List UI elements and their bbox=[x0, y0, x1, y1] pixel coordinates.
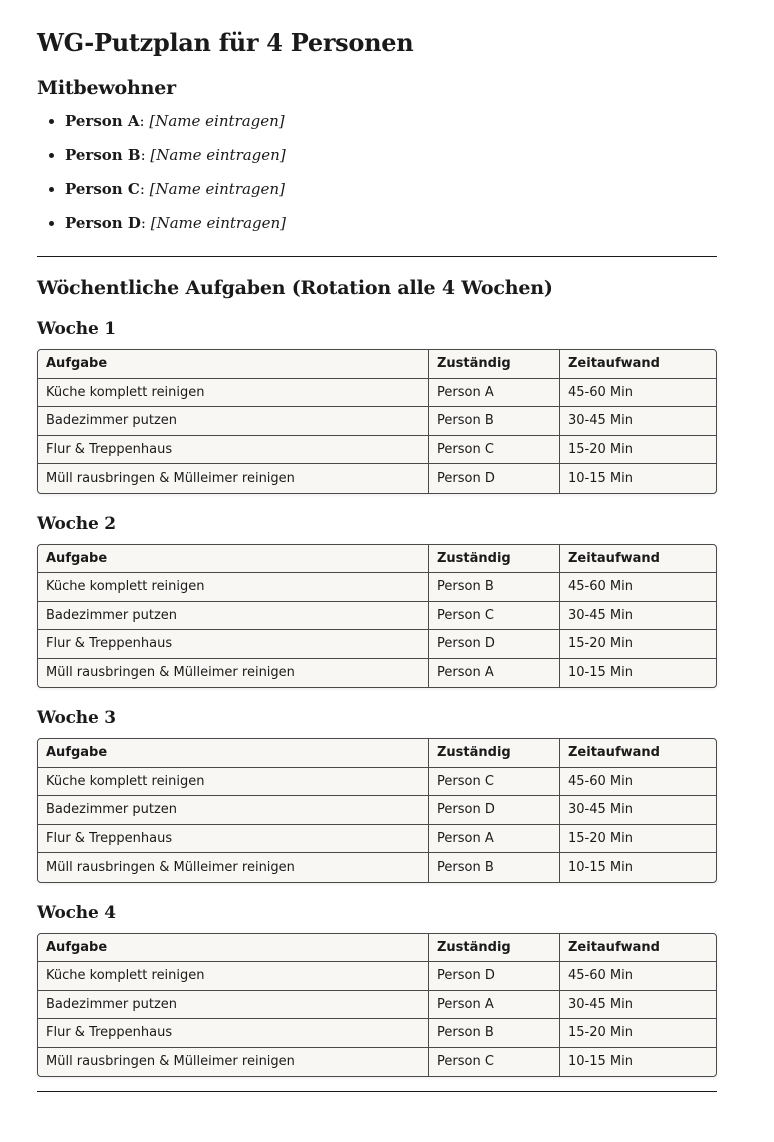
duration-cell: 30-45 Min bbox=[559, 407, 716, 436]
duration-cell: 15-20 Min bbox=[559, 436, 716, 465]
assignee-cell: Person C bbox=[428, 436, 559, 465]
column-header: Zuständig bbox=[428, 934, 559, 963]
assignee-cell: Person B bbox=[428, 573, 559, 602]
duration-cell: 30-45 Min bbox=[559, 602, 716, 631]
table-row bbox=[38, 659, 716, 688]
task-cell: Flur & Treppenhaus bbox=[38, 436, 428, 465]
list-item: • Person A: [Name eintragen] bbox=[65, 109, 717, 143]
assignee-cell: Person D bbox=[428, 962, 559, 991]
table-row bbox=[38, 464, 716, 493]
task-cell: Küche komplett reinigen bbox=[38, 768, 428, 797]
assignee-cell: Person D bbox=[428, 464, 559, 493]
duration-cell: 10-15 Min bbox=[559, 464, 716, 493]
column-header: Zeitaufwand bbox=[559, 934, 716, 963]
column-header: Zuständig bbox=[428, 739, 559, 768]
schedule-table bbox=[37, 544, 717, 689]
column-header: Zeitaufwand bbox=[559, 739, 716, 768]
table-header-row bbox=[38, 545, 716, 574]
task-cell: Küche komplett reinigen bbox=[38, 962, 428, 991]
person-label: Person A bbox=[65, 112, 140, 130]
week-section bbox=[37, 319, 717, 494]
table-row bbox=[38, 1048, 716, 1077]
table-row bbox=[38, 379, 716, 408]
person-label: Person D bbox=[65, 214, 141, 232]
column-header: Aufgabe bbox=[38, 934, 428, 963]
column-header: Aufgabe bbox=[38, 545, 428, 574]
table-row bbox=[38, 991, 716, 1020]
assignee-cell: Person A bbox=[428, 659, 559, 688]
duration-cell: 30-45 Min bbox=[559, 991, 716, 1020]
schedule-table bbox=[37, 933, 717, 1078]
task-cell: Müll rausbringen & Mülleimer reinigen bbox=[46, 665, 295, 681]
person-label: Person C bbox=[65, 180, 140, 198]
duration-cell: 15-20 Min bbox=[559, 1019, 716, 1048]
task-cell: Badezimmer putzen bbox=[38, 407, 428, 436]
schedule-table bbox=[37, 738, 717, 883]
column-header: Zeitaufwand bbox=[559, 545, 716, 574]
assignee-cell: Person B bbox=[428, 1019, 559, 1048]
table-row bbox=[38, 602, 716, 631]
duration-cell: 10-15 Min bbox=[559, 853, 716, 882]
duration-cell: 10-15 Min bbox=[559, 659, 716, 688]
table-row bbox=[38, 573, 716, 602]
week-title: Woche 3 bbox=[37, 708, 116, 728]
week-title: Woche 4 bbox=[37, 902, 116, 923]
assignee-cell: Person A bbox=[428, 379, 559, 408]
column-header: Zuständig bbox=[428, 545, 559, 574]
task-cell: Flur & Treppenhaus bbox=[38, 825, 428, 854]
name-placeholder: [Name eintragen] bbox=[150, 214, 287, 232]
week-section bbox=[37, 708, 717, 883]
assignee-cell: Person A bbox=[428, 991, 559, 1020]
week-section bbox=[37, 514, 717, 689]
table-row bbox=[38, 1019, 716, 1048]
list-item: • Person C: [Name eintragen] bbox=[65, 177, 717, 211]
table-row bbox=[38, 768, 716, 797]
assignee-cell: Person D bbox=[428, 630, 559, 659]
table-row bbox=[38, 796, 716, 825]
task-cell: Küche komplett reinigen bbox=[38, 573, 428, 602]
table-row bbox=[38, 962, 716, 991]
week-title: Woche 1 bbox=[37, 319, 116, 339]
duration-cell: 45-60 Min bbox=[559, 962, 716, 991]
roommates-list bbox=[37, 109, 717, 245]
table-header-row bbox=[38, 934, 716, 963]
duration-cell: 15-20 Min bbox=[559, 825, 716, 854]
week-title: Woche 2 bbox=[37, 513, 116, 534]
duration-cell: 30-45 Min bbox=[559, 796, 716, 825]
duration-cell: 45-60 Min bbox=[559, 768, 716, 797]
task-cell: Müll rausbringen & Mülleimer reinigen bbox=[46, 859, 295, 875]
divider bbox=[37, 256, 717, 257]
duration-cell: 45-60 Min bbox=[559, 573, 716, 602]
table-row bbox=[38, 853, 716, 882]
table-row bbox=[38, 407, 716, 436]
table-row bbox=[38, 436, 716, 465]
column-header: Zeitaufwand bbox=[559, 350, 716, 379]
task-cell: Müll rausbringen & Mülleimer reinigen bbox=[46, 470, 295, 486]
column-header: Aufgabe bbox=[38, 739, 428, 768]
assignee-cell: Person C bbox=[428, 768, 559, 797]
duration-cell: 10-15 Min bbox=[559, 1048, 716, 1077]
assignee-cell: Person B bbox=[428, 853, 559, 882]
assignee-cell: Person C bbox=[428, 1048, 559, 1077]
page-title: WG-Putzplan für 4 Personen bbox=[37, 28, 414, 57]
table-header-row bbox=[38, 350, 716, 379]
task-cell: Badezimmer putzen bbox=[38, 796, 428, 825]
name-placeholder: [Name eintragen] bbox=[149, 112, 285, 130]
list-item: • Person D: [Name eintragen] bbox=[65, 211, 717, 245]
assignee-cell: Person A bbox=[428, 825, 559, 854]
list-item: • Person B: [Name eintragen] bbox=[65, 143, 717, 177]
week-section bbox=[37, 903, 717, 1078]
table-row bbox=[38, 825, 716, 854]
schedule-heading: Wöchentliche Aufgaben (Rotation alle 4 Wochen) bbox=[37, 277, 553, 299]
task-cell: Flur & Treppenhaus bbox=[38, 1019, 428, 1048]
divider bbox=[37, 1091, 717, 1092]
assignee-cell: Person C bbox=[428, 602, 559, 631]
table-header-row bbox=[38, 739, 716, 768]
name-placeholder: [Name eintragen] bbox=[150, 146, 286, 164]
person-label: Person B bbox=[65, 146, 141, 164]
table-row bbox=[38, 630, 716, 659]
task-cell: Badezimmer putzen bbox=[38, 991, 428, 1020]
task-cell: Küche komplett reinigen bbox=[38, 379, 428, 408]
schedule-table bbox=[37, 349, 717, 494]
duration-cell: 15-20 Min bbox=[559, 630, 716, 659]
weeks-container bbox=[37, 319, 717, 1077]
assignee-cell: Person D bbox=[428, 796, 559, 825]
duration-cell: 45-60 Min bbox=[559, 379, 716, 408]
task-cell: Müll rausbringen & Mülleimer reinigen bbox=[46, 1054, 295, 1070]
roommates-heading: Mitbewohner bbox=[37, 77, 176, 99]
task-cell: Badezimmer putzen bbox=[38, 602, 428, 631]
column-header: Zuständig bbox=[428, 350, 559, 379]
column-header: Aufgabe bbox=[38, 350, 428, 379]
assignee-cell: Person B bbox=[428, 407, 559, 436]
name-placeholder: [Name eintragen] bbox=[149, 180, 285, 198]
task-cell: Flur & Treppenhaus bbox=[38, 630, 428, 659]
